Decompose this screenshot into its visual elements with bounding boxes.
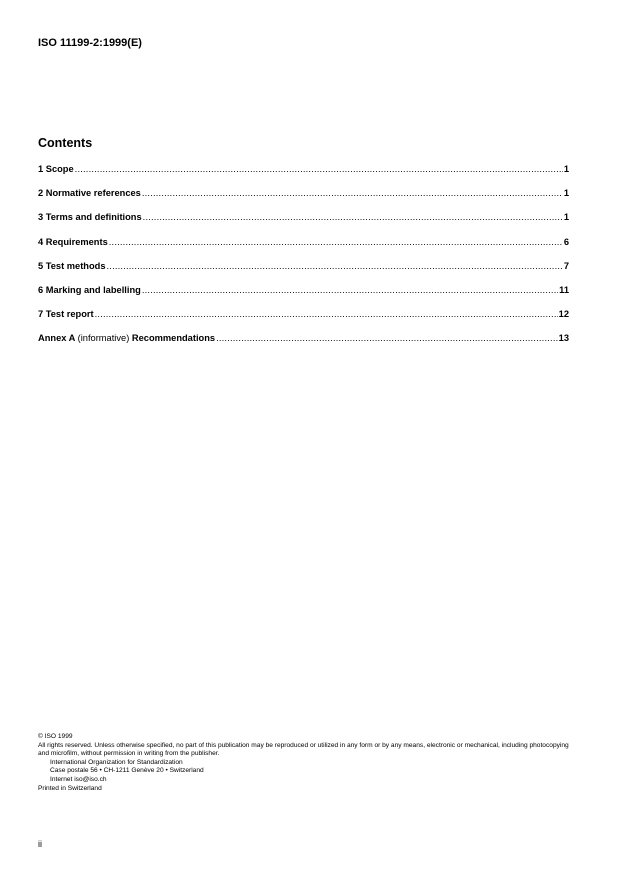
table-of-contents — [38, 164, 569, 358]
rights-statement: All rights reserved. Unless otherwise specified, no part of this publication may be reproduced or utilized in any form or by any means, electronic or mechanical, including photocopying and microfilm, without permission in writing from the publisher. — [38, 741, 569, 758]
organization-name: International Organization for Standardization — [50, 758, 183, 766]
toc-entry-normative-references[interactable] — [38, 188, 569, 212]
toc-entry-title: 7 Test report — [38, 309, 94, 320]
copyright-notice — [38, 733, 578, 793]
toc-dot-leader — [95, 309, 558, 319]
annex-label: Annex A — [38, 333, 76, 344]
toc-entry-title — [38, 333, 215, 343]
organization-internet: Internet iso@iso.ch — [50, 775, 107, 783]
toc-entry-requirements[interactable] — [38, 237, 569, 261]
toc-entry-page: 7 — [563, 260, 569, 271]
toc-dot-leader — [142, 285, 558, 295]
toc-dot-leader — [75, 164, 563, 174]
toc-entry-page: 6 — [563, 236, 569, 247]
annex-title: Recommendations — [131, 333, 216, 344]
toc-entry-page: 1 — [563, 164, 569, 174]
toc-entry-test-report[interactable] — [38, 309, 569, 333]
toc-dot-leader — [142, 188, 563, 198]
printed-in: Printed in Switzerland — [38, 784, 102, 792]
toc-entry-annex-a[interactable] — [38, 333, 569, 357]
contents-heading: Contents — [38, 136, 93, 150]
toc-entry-title: 1 Scope — [38, 164, 74, 174]
toc-entry-title: 4 Requirements — [38, 236, 108, 247]
toc-entry-marking-and-labelling[interactable] — [38, 285, 569, 309]
toc-entry-terms-and-definitions[interactable] — [38, 212, 569, 236]
organization-address: Case postale 56 • CH-1211 Genève 20 • Switzerland — [50, 767, 204, 775]
toc-entry-test-methods[interactable] — [38, 261, 569, 285]
toc-entry-scope[interactable] — [38, 164, 569, 188]
toc-dot-leader — [143, 212, 563, 222]
toc-entry-title: 3 Terms and definitions — [38, 212, 142, 223]
toc-entry-page: 11 — [559, 284, 569, 295]
toc-entry-page: 12 — [558, 309, 569, 320]
annex-note: (informative) — [77, 333, 130, 344]
toc-entry-title: 2 Normative references — [38, 188, 141, 199]
toc-dot-leader — [216, 333, 558, 343]
page-number: ii — [38, 839, 42, 849]
copyright-line: © ISO 1999 — [38, 733, 73, 740]
toc-entry-page: 13 — [558, 333, 569, 344]
toc-entry-page: 1 — [563, 188, 569, 199]
document-id: ISO 11199-2:1999(E) — [38, 37, 142, 49]
toc-dot-leader — [107, 261, 563, 271]
toc-entry-title: 5 Test methods — [38, 260, 106, 271]
toc-entry-title: 6 Marking and labelling — [38, 284, 141, 295]
toc-dot-leader — [109, 237, 563, 247]
toc-entry-page: 1 — [563, 212, 569, 223]
